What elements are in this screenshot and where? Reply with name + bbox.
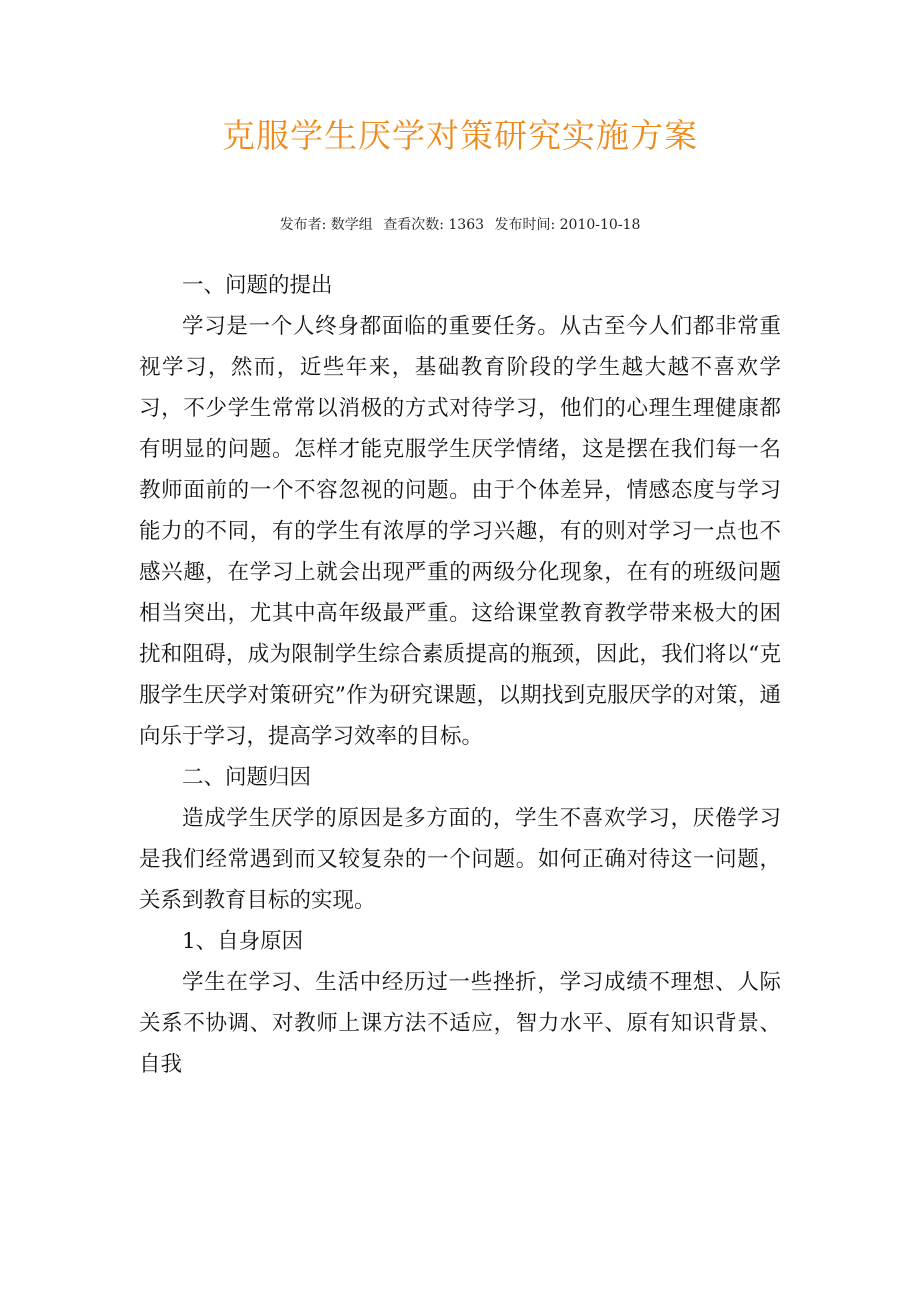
view-count-text: 查看次数: 1363 <box>383 217 485 233</box>
paragraph-problem: 学习是一个人终身都面临的重要任务。从古至今人们都非常重视学习，然而，近些年来，基础教育阶段的学生越大越不喜欢学习，不少学生常常以消极的方式对待学习，他们的心理生理健康都有明显的问题。怎样才能克服学生厌学情绪，这是摆在我们每一名教师面前的一个不容忽视的问题。由于个体差异，情感态度与学习能力的不同，有的学生有浓厚的学习兴趣，有的则对学习一点也不感兴趣，在学习上就会出现严重的两级分化现象，在有的班级问题相当突出，尤其中高年级最严重。这给课堂教育教学带来极大的困扰和阻碍，成为限制学生综合素质提高的瓶颈，因此，我们将以“克服学生厌学对策研究”作为研究课题，以期找到克服厌学的对策，通向乐于学习，提高学习效率的目标。 <box>139 314 781 749</box>
section-heading-problem: 一、问题的提出 <box>182 273 333 298</box>
publish-date-text: 发布时间: 2010-10-18 <box>494 217 641 233</box>
section-heading-causes: 二、问题归因 <box>182 765 312 790</box>
paragraph-causes: 造成学生厌学的原因是多方面的，学生不喜欢学习，厌倦学习是我们经常遇到而又较复杂的一个问题。如何正确对待这一问题，关系到教育目标的实现。 <box>139 806 781 913</box>
publisher-text: 发布者: 数学组 <box>279 217 373 233</box>
paragraph-self: 学生在学习、生活中经历过一些挫折，学习成绩不理想、人际关系不协调、对教师上课方法不适应，智力水平、原有知识背景、自我 <box>139 970 781 1077</box>
document-meta <box>0 214 920 236</box>
document-title: 克服学生厌学对策研究实施方案 <box>222 116 698 155</box>
document-body <box>139 265 781 1085</box>
subsection-heading-self: 1、自身原因 <box>182 929 304 954</box>
